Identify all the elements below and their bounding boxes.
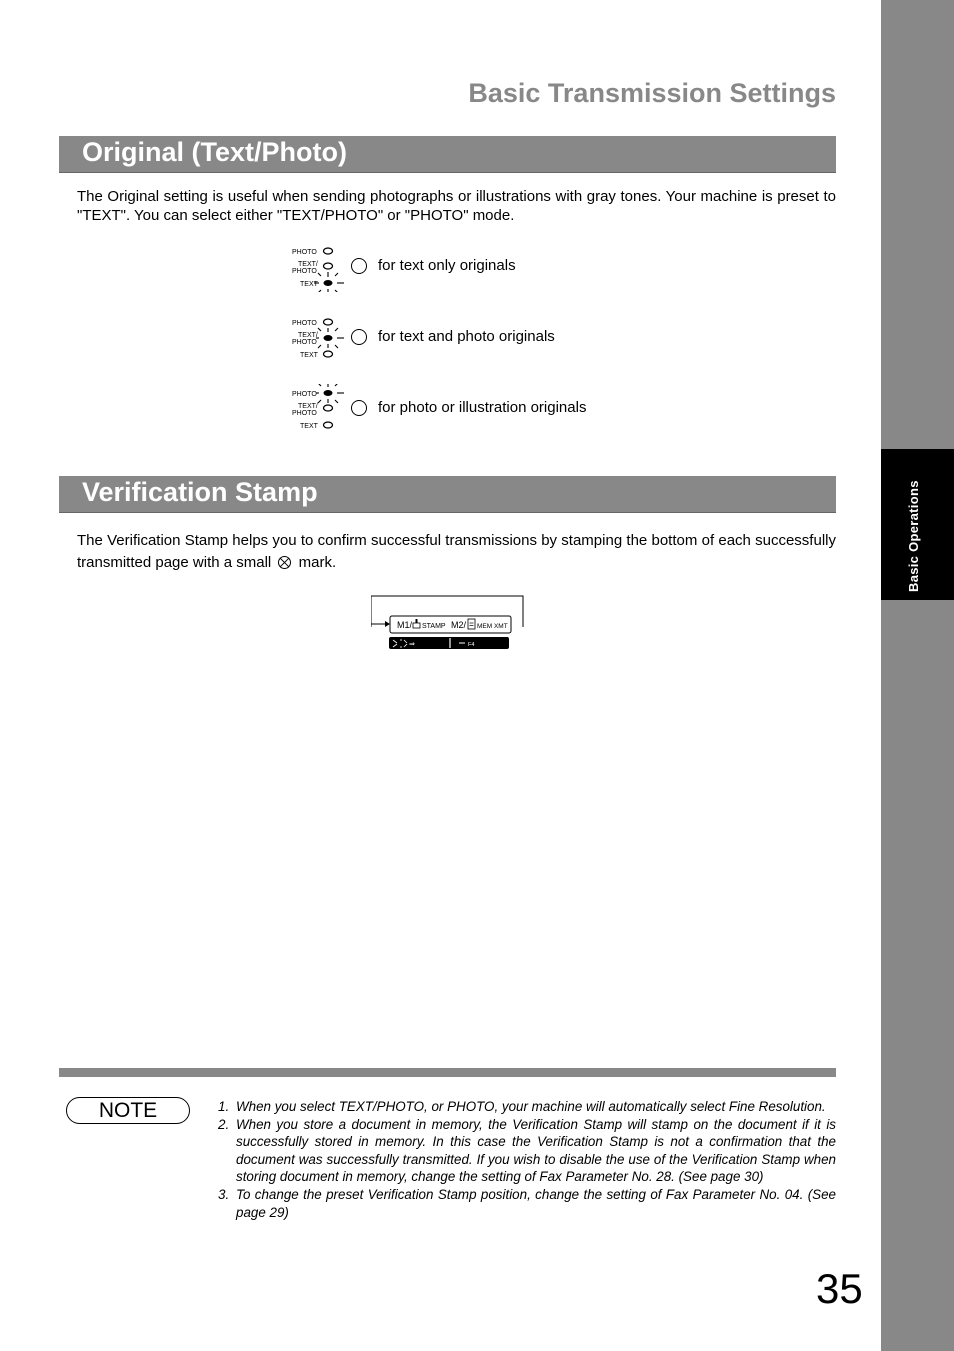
- radio-circle: [351, 400, 367, 416]
- option-text-photo: [290, 313, 690, 363]
- lamp-label-textphoto-2: PHOTO: [292, 339, 317, 346]
- lamp-label-textphoto-1: TEXT/: [298, 261, 318, 268]
- note-badge: NOTE: [66, 1097, 190, 1124]
- option-description: for text and photo originals: [378, 328, 555, 345]
- note-text: To change the preset Verification Stamp position, change the setting of Fax Parameter No. 04. (See page 29): [236, 1186, 836, 1220]
- note-number: 2.: [218, 1116, 230, 1132]
- stamp-key-label: STAMP: [422, 623, 446, 630]
- lamp-label-photo: PHOTO: [292, 391, 317, 398]
- note-item: [218, 1116, 836, 1186]
- lamp-textphoto-off: [324, 405, 333, 411]
- lamp-label-textphoto-2: PHOTO: [292, 410, 317, 417]
- lamp-photo-off: [324, 319, 333, 325]
- lamp-label-text: TEXT: [300, 352, 318, 359]
- lamp-text-off: [324, 351, 333, 357]
- note-number: 3.: [218, 1186, 230, 1202]
- stamp-intro-text: The Verification Stamp helps you to confirm successful transmissions by stamping the bottom of each successfully transmitted page with a small: [77, 532, 836, 571]
- lamp-label-text: TEXT: [300, 423, 318, 430]
- stamp-intro-end: mark.: [298, 554, 337, 571]
- option-text-only: [290, 242, 690, 292]
- radio-circle: [351, 329, 367, 345]
- original-intro: The Original setting is useful when sending photographs or illustrations with gray tones. Your machine is preset to "TEXT". You can select either "TEXT/PHOTO" or "PHOTO" mode.: [77, 188, 836, 224]
- lamp-label-photo: PHOTO: [292, 249, 317, 256]
- lamp-label-photo: PHOTO: [292, 320, 317, 327]
- mem-xmt-label: MEM XMT: [477, 623, 508, 630]
- option-description: for text only originals: [378, 257, 516, 274]
- lamp-textphoto-lit: [324, 335, 333, 341]
- note-item: [218, 1186, 836, 1221]
- section-title: Verification Stamp: [82, 477, 318, 507]
- m1-key: M1/: [397, 620, 413, 630]
- note-text: When you select TEXT/PHOTO, or PHOTO, your machine will automatically select Fine Resolution.: [236, 1099, 826, 1114]
- section-title: Original (Text/Photo): [82, 137, 347, 167]
- lamp-label-textphoto-1: TEXT/: [298, 332, 318, 339]
- option-photo: [290, 384, 690, 434]
- note-item: [218, 1098, 836, 1116]
- note-text: When you store a document in memory, the Verification Stamp will stamp on the document if it is successfully stored in memory. In this case the Verification Stamp is not a confirmation that the document was successfully transmitted. If you wish to disable the use of the Verification Stamp when storing document in memory, change the setting of Fax Parameter No. 28. (See page 30): [236, 1116, 836, 1185]
- lamp-photo-off: [324, 248, 333, 254]
- page-header-title: Basic Transmission Settings: [468, 78, 836, 108]
- radio-circle: [351, 258, 367, 274]
- side-margin-bar: [881, 0, 954, 1351]
- lamp-label-textphoto-2: PHOTO: [292, 268, 317, 275]
- lower-left-arrow: ⇒: [409, 641, 415, 648]
- mode-lamp-indicator: [290, 242, 350, 292]
- chapter-tab-label: Basic Operations: [906, 480, 921, 592]
- verification-stamp-mark-icon: [277, 555, 292, 570]
- lamp-textphoto-off: [324, 263, 333, 269]
- f4-label: F4: [468, 642, 475, 648]
- page-number: 35: [816, 1265, 863, 1312]
- section-header-original: [59, 136, 836, 173]
- note-number: 1.: [218, 1099, 230, 1114]
- stamp-intro: [77, 530, 836, 574]
- lamp-text-off: [324, 422, 333, 428]
- lamp-label-textphoto-1: TEXT/: [298, 403, 318, 410]
- control-panel-stamp-display: [371, 595, 525, 653]
- section-header-stamp: [59, 476, 836, 513]
- m2-key: M2/: [451, 620, 467, 630]
- lamp-text-lit: [324, 280, 333, 286]
- mode-lamp-indicator: [290, 313, 350, 363]
- note-list: [218, 1098, 836, 1221]
- mode-lamp-indicator: [290, 384, 350, 434]
- note-divider: [59, 1068, 836, 1077]
- lamp-photo-lit: [324, 390, 333, 396]
- option-description: for photo or illustration originals: [378, 399, 587, 416]
- lamp-label-text: TEXT: [300, 281, 318, 288]
